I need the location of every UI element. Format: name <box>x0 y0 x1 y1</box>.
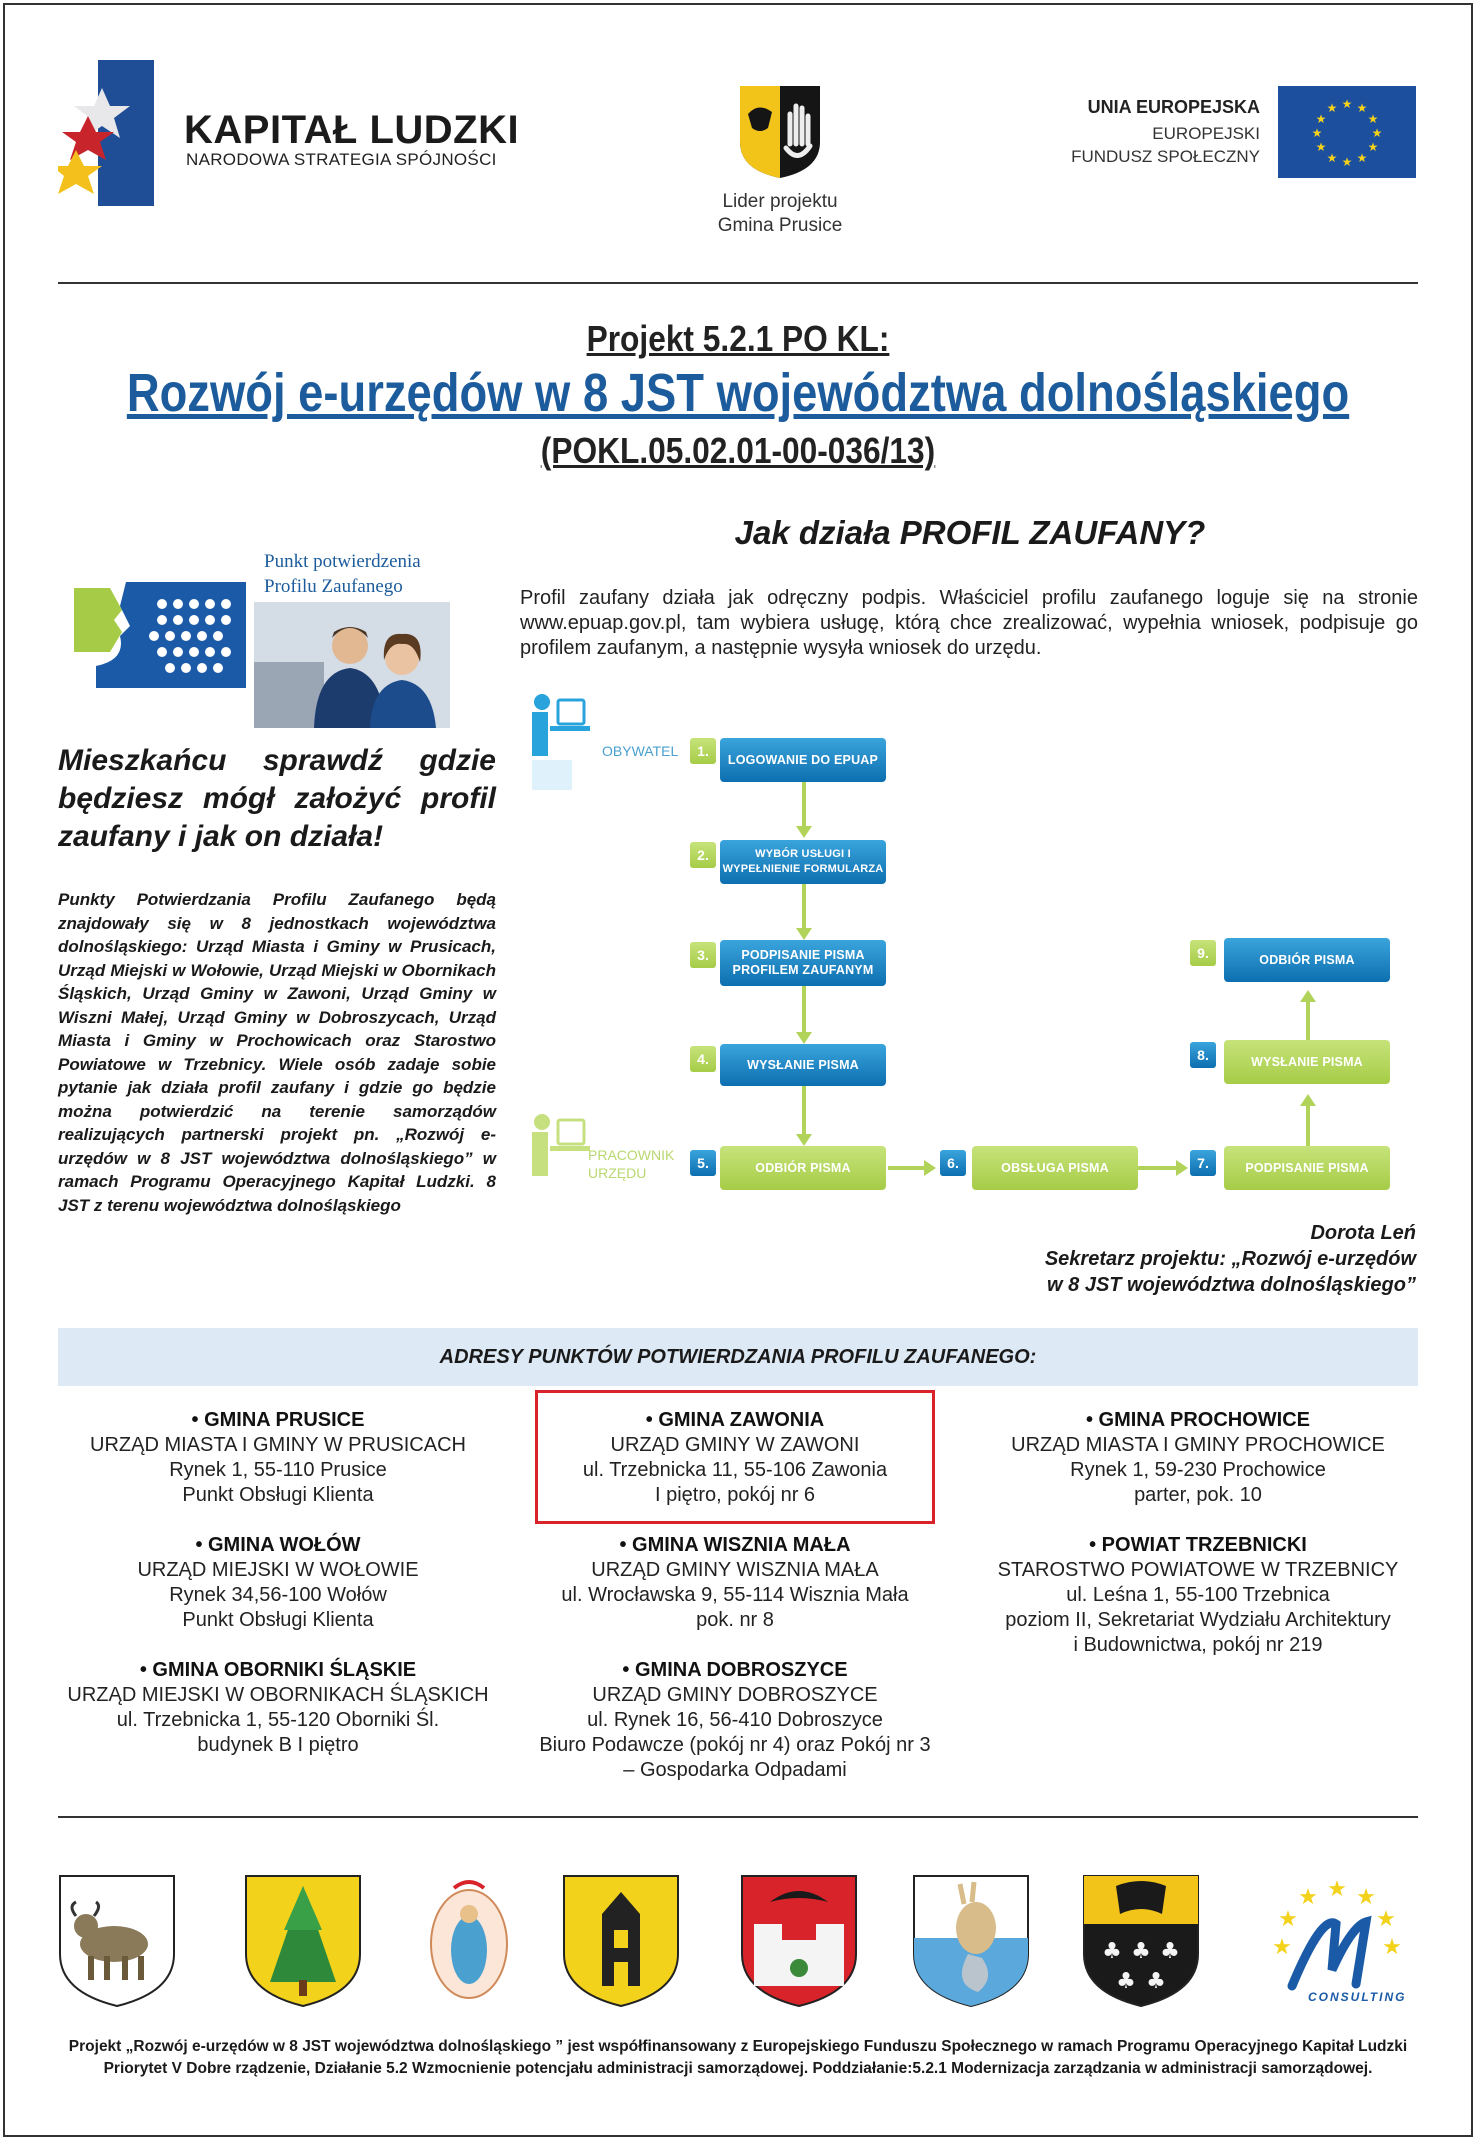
address-block <box>515 1408 955 1508</box>
svg-text:★: ★ <box>1367 112 1379 126</box>
svg-text:★: ★ <box>1315 140 1327 154</box>
step-5-number: 5. <box>690 1150 716 1176</box>
left-body: Punkty Potwierdzania Profilu Zaufanego będą znajdowały się w 8 jednostkach województwa dolnośląskiego: Urząd Miasta i Gminy w Prusicach, Urząd Miejski w Wołowie, Urząd Miejski w Obornikach Śląskich, Urząd Gminy w Zawoni, Urząd Gminy w Wiszni Małej, Urząd Gminy w Dobroszycach, Urząd Miasta i Gminy w Prochowicach oraz Starostwo Powiatowe w Trzebnicy. Wiele osób zadaje sobie pytanie jak działa profil zaufany i gdzie go będzie można potwierdzić na terenie samorządów realizujących partnerski projekt pn. „Rozwój e-urzędów w 8 JST województwa dolnośląskiego” w ramach Programu Operacyjnego Kapitał Ludzki. 8 JST z terenu województwa dolnośląskiego <box>58 890 496 1215</box>
consulting-text: CONSULTING <box>1308 1990 1407 2004</box>
footer <box>40 2036 1436 2080</box>
leader-line-2: Gmina Prusice <box>717 215 843 236</box>
address-line: Punkt Obsługi Klienta <box>182 1484 374 1506</box>
step-2-number: 2. <box>690 842 716 868</box>
project-title: Rozwój e-urzędów w 8 JST województwa dolnośląskiego <box>126 363 1350 423</box>
address-line: Punkt Obsługi Klienta <box>182 1609 374 1631</box>
address-line: I piętro, pokój nr 6 <box>654 1484 816 1506</box>
svg-text:♣: ♣ <box>1131 1939 1151 1964</box>
address-block <box>58 1408 498 1508</box>
step-6-box: OBSŁUGA PISMA <box>972 1146 1138 1190</box>
kapital-ludzki-title: KAPITAŁ LUDZKI <box>184 108 520 152</box>
address-line: STAROSTWO POWIATOWE W TRZEBNICY <box>997 1559 1399 1581</box>
svg-text:★: ★ <box>1326 151 1338 165</box>
address-line: i Budownictwa, pokój nr 219 <box>1073 1634 1323 1656</box>
address-line: budynek B I piętro <box>197 1734 359 1756</box>
step-8-number: 8. <box>1190 1042 1216 1068</box>
signature-role-2: w 8 JST województwa dolnośląskiego” <box>1047 1274 1416 1296</box>
addresses-title: ADRESY PUNKTÓW POTWIERDZANIA PROFILU ZAUFANEGO: <box>58 1328 1418 1386</box>
kapital-ludzki-subtitle: NARODOWA STRATEGIA SPÓJNOŚCI <box>186 150 497 169</box>
divider-top <box>58 282 1418 284</box>
prusice-crest-icon <box>738 84 822 180</box>
step-3-box: PODPISANIE PISMA PROFILEM ZAUFANYM <box>720 940 886 986</box>
signature-role: Sekretarz projektu: „Rozwój e-urzędów <box>1044 1248 1416 1270</box>
step-3-number: 3. <box>690 942 716 968</box>
project-code: (POKL.05.02.01-00-036/13) <box>540 430 936 471</box>
address-line: URZĄD MIEJSKI W WOŁOWIE <box>137 1559 419 1581</box>
left-heading: Mieszkańcu sprawdź gdzie będziesz mógł założyć profil zaufany i jak on działa! <box>58 744 496 853</box>
project-number: Projekt 5.2.1 PO KL: <box>586 318 890 359</box>
address-name: • GMINA WOŁÓW <box>195 1534 361 1556</box>
wolow-crest-icon <box>58 1874 176 2008</box>
svg-text:★: ★ <box>1356 1885 1376 1910</box>
address-block <box>58 1533 498 1633</box>
svg-text:★: ★ <box>1326 101 1338 115</box>
address-block <box>58 1658 498 1758</box>
footer-line-2: Priorytet V Dobre rządzenie, Działanie 5.2 Wzmocnienie potencjału administracji samorządowej. Poddziałanie:5.2.1 Modernizacja zarządzania w administracji samorządowej. <box>103 2060 1373 2077</box>
badge-line-1: Punkt potwierdzenia <box>264 551 421 572</box>
kapital-ludzki-logo-icon <box>58 58 154 206</box>
step-1-number: 1. <box>690 738 716 764</box>
address-line: Rynek 1, 59-230 Prochowice <box>1070 1459 1326 1481</box>
address-line: poziom II, Sekretariat Wydziału Architektury <box>1005 1609 1391 1631</box>
address-name: • GMINA OBORNIKI ŚLĄSKIE <box>139 1659 417 1681</box>
m-consulting-logo-icon <box>1262 1874 1412 2008</box>
step-9-number: 9. <box>1190 940 1216 966</box>
step-6-number: 6. <box>940 1150 966 1176</box>
right-heading: Jak działa PROFIL ZAUFANY? <box>734 514 1206 551</box>
address-line: ul. Rynek 16, 56-410 Dobroszyce <box>587 1709 883 1731</box>
address-block <box>515 1533 955 1633</box>
address-name: • GMINA ZAWONIA <box>645 1409 825 1431</box>
step-2-box: WYBÓR USŁUGI I WYPEŁNIENIE FORMULARZA <box>720 840 886 884</box>
address-name: • GMINA PRUSICE <box>191 1409 365 1431</box>
svg-text:★: ★ <box>1278 1907 1298 1932</box>
zawonia-crest-icon <box>912 1874 1030 2008</box>
signature-name: Dorota Leń <box>1310 1222 1416 1244</box>
address-name: • GMINA WISZNIA MAŁA <box>619 1534 851 1556</box>
svg-text:★: ★ <box>1382 1935 1402 1960</box>
svg-text:★: ★ <box>1376 1907 1396 1932</box>
svg-text:♣: ♣ <box>1146 1969 1166 1994</box>
eu-subtitle-1: EUROPEJSKI <box>1152 124 1260 143</box>
address-line: ul. Trzebnicka 11, 55-106 Zawonia <box>582 1459 888 1481</box>
role-citizen: OBYWATEL <box>602 743 679 759</box>
dobroszyce-crest-icon <box>740 1874 858 2008</box>
address-line: ul. Trzebnicka 1, 55-120 Oborniki Śl. <box>116 1709 440 1731</box>
svg-text:★: ★ <box>1371 126 1383 140</box>
step-4-number: 4. <box>690 1046 716 1072</box>
svg-text:♣: ♣ <box>1102 1939 1122 1964</box>
svg-text:★: ★ <box>1272 1935 1292 1960</box>
eu-flag-icon <box>1278 86 1416 178</box>
address-block <box>978 1408 1418 1508</box>
trzebnica-crest-icon <box>410 1874 528 2008</box>
address-line: pok. nr 8 <box>696 1609 774 1631</box>
address-line: URZĄD GMINY DOBROSZYCE <box>592 1684 878 1706</box>
address-name: • GMINA DOBROSZYCE <box>622 1659 848 1681</box>
svg-text:★: ★ <box>1311 126 1323 140</box>
svg-text:★: ★ <box>1356 101 1368 115</box>
svg-text:★: ★ <box>1367 140 1379 154</box>
people-photo-icon <box>254 602 450 728</box>
svg-text:★: ★ <box>1315 112 1327 126</box>
address-line: URZĄD MIASTA I GMINY PROCHOWICE <box>1011 1434 1385 1456</box>
address-line: parter, pok. 10 <box>1134 1484 1262 1506</box>
address-block <box>978 1533 1418 1658</box>
step-5-box: ODBIÓR PISMA <box>720 1146 886 1190</box>
prochowice-crest-icon <box>562 1874 680 2008</box>
address-line: Biuro Podawcze (pokój nr 4) oraz Pokój nr 3 <box>539 1734 931 1756</box>
svg-text:★: ★ <box>1298 1885 1318 1910</box>
address-line: Rynek 34,56-100 Wołów <box>169 1584 387 1606</box>
address-name: • GMINA PROCHOWICE <box>1085 1409 1311 1431</box>
address-line: URZĄD GMINY WISZNIA MAŁA <box>591 1559 879 1581</box>
office-worker-figure-icon <box>532 1114 590 1176</box>
svg-text:★: ★ <box>1341 97 1353 111</box>
step-8-box: WYSŁANIE PISMA <box>1224 1040 1390 1084</box>
address-line: URZĄD GMINY W ZAWONI <box>610 1434 860 1456</box>
epuap-icon <box>70 580 250 690</box>
svg-text:★: ★ <box>1341 155 1353 169</box>
svg-text:★: ★ <box>1356 151 1368 165</box>
svg-text:♣: ♣ <box>1160 1939 1180 1964</box>
footer-line-1: Projekt „Rozwój e-urzędów w 8 JST województwa dolnośląskiego ” jest współfinansowany z Europejskiego Funduszu Społecznego w ramach Programu Operacyjnego Kapitał Ludzki <box>68 2038 1408 2055</box>
citizen-figure-icon <box>532 694 590 790</box>
leader-line-1: Lider projektu <box>722 191 838 212</box>
oborniki-crest-icon <box>244 1874 362 2008</box>
badge-line-2: Profilu Zaufanego <box>264 576 403 597</box>
step-4-box: WYSŁANIE PISMA <box>720 1044 886 1086</box>
role-office-1: PRACOWNIK <box>588 1147 675 1163</box>
address-line: URZĄD MIEJSKI W OBORNIKACH ŚLĄSKICH <box>67 1684 489 1706</box>
step-1-box: LOGOWANIE DO EPUAP <box>720 738 886 782</box>
svg-text:★: ★ <box>1327 1877 1347 1902</box>
powiat-crest-icon <box>1082 1874 1200 2008</box>
right-intro: Profil zaufany działa jak odręczny podpis. Właściciel profilu zaufanego loguje się na stronie www.epuap.gov.pl, tam wybiera usługę, którą chce zrealizować, wypełnia wniosek, podpisuje go profilem zaufanym, a następnie wysyła wniosek do urzędu. <box>520 587 1418 659</box>
address-name: • POWIAT TRZEBNICKI <box>1089 1534 1307 1556</box>
address-line: URZĄD MIASTA I GMINY W PRUSICACH <box>90 1434 466 1456</box>
step-7-number: 7. <box>1190 1150 1216 1176</box>
eu-subtitle-2: FUNDUSZ SPOŁECZNY <box>1071 147 1260 166</box>
svg-text:♣: ♣ <box>1116 1969 1136 1994</box>
step-9-box: ODBIÓR PISMA <box>1224 938 1390 982</box>
address-line: ul. Wrocławska 9, 55-114 Wisznia Mała <box>561 1584 909 1606</box>
step-7-box: PODPISANIE PISMA <box>1224 1146 1390 1190</box>
address-line: ul. Leśna 1, 55-100 Trzebnica <box>1066 1584 1330 1606</box>
role-office-2: URZĘDU <box>588 1165 647 1181</box>
eu-title: UNIA EUROPEJSKA <box>1087 97 1260 117</box>
address-block <box>515 1658 955 1783</box>
address-line: Rynek 1, 55-110 Prusice <box>169 1459 387 1481</box>
address-line: – Gospodarka Odpadami <box>623 1759 847 1781</box>
divider-bottom <box>58 1816 1418 1818</box>
